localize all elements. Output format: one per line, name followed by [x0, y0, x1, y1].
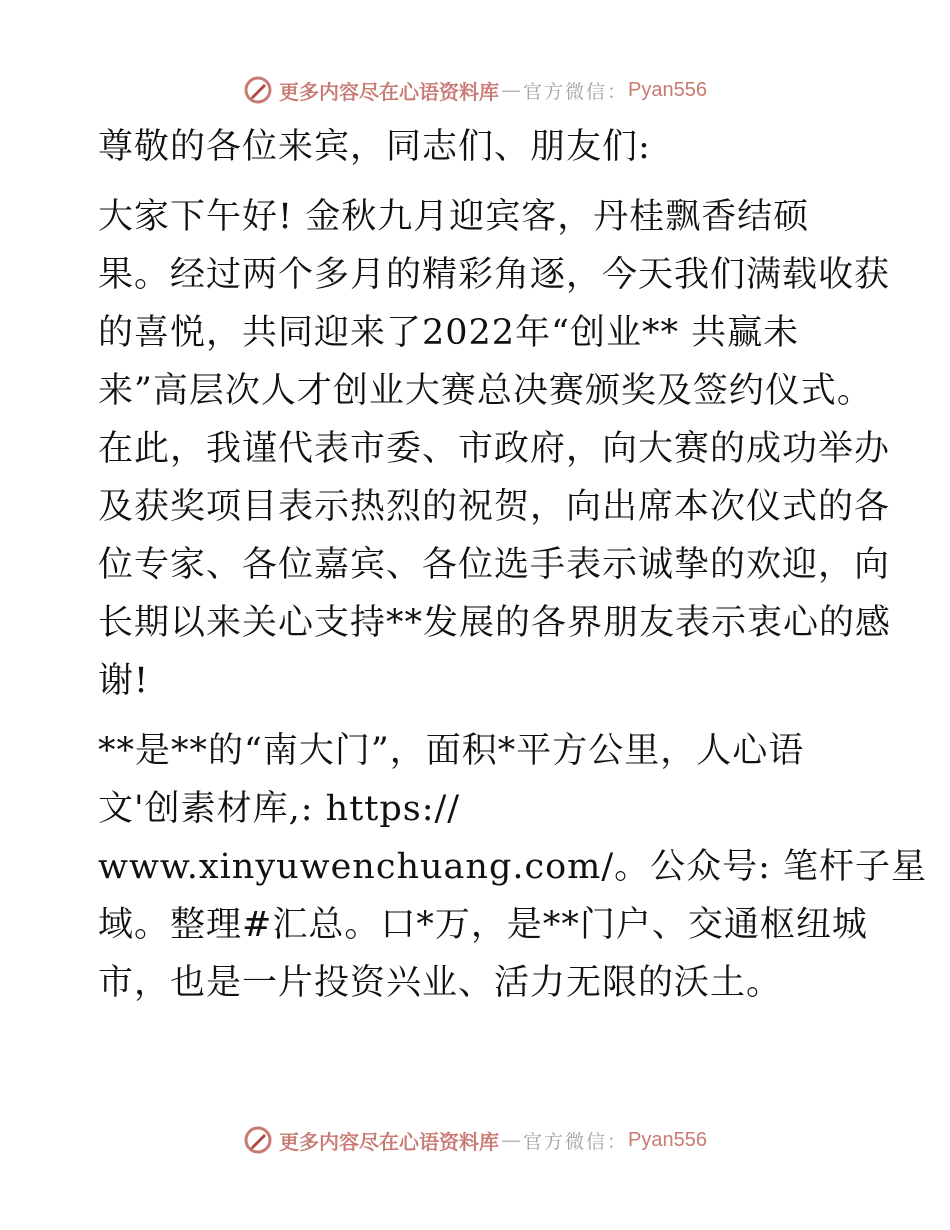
- pen-circle-logo-icon: [243, 1125, 273, 1155]
- pen-circle-logo-icon: [243, 75, 273, 105]
- text-line: www.xinyuwenchuang.com/。公众号: 笔杆子星: [98, 847, 928, 887]
- watermark-site-text: 更多内容尽在心语资料库: [279, 1129, 499, 1154]
- watermark-wechat-id: Pyan556: [628, 1128, 707, 1151]
- text-line: 在此，我谨代表市委、市政府，向大赛的成功举办: [98, 429, 891, 469]
- text-line: 果。经过两个多月的精彩角逐，今天我们满载收获: [98, 255, 891, 295]
- text-line: 谢!: [98, 661, 150, 701]
- watermark-dash: —: [501, 1128, 521, 1152]
- text-line: 位专家、各位嘉宾、各位选手表示诚挚的欢迎，向: [98, 545, 891, 585]
- text-line: 的喜悦，共同迎来了2022年“创业** 共赢未: [98, 313, 800, 353]
- text-line: **是**的“南大门”，面积*平方公里，人心语: [98, 731, 805, 771]
- text-line: 尊敬的各位来宾，同志们、朋友们:: [98, 127, 651, 167]
- text-line: 及获奖项目表示热烈的祝贺，向出席本次仪式的各: [98, 487, 891, 527]
- header-watermark: [0, 70, 950, 110]
- watermark-wechat-id: Pyan556: [628, 78, 707, 101]
- text-line: 市，也是一片投资兴业、活力无限的沃土。: [98, 963, 783, 1003]
- watermark-official-text: 官方微信：: [523, 1130, 629, 1153]
- text-line: 域。整理#汇总。口*万，是**门户、交通枢纽城: [98, 905, 868, 945]
- text-line: 长期以来关心支持**发展的各界朋友表示衷心的感: [98, 603, 892, 643]
- document-body: [98, 118, 928, 1012]
- text-line: 大家下午好! 金秋九月迎宾客，丹桂飘香结硕: [98, 197, 810, 237]
- text-line: 文'创素材库,: https://: [98, 789, 461, 829]
- paragraph-gap: [98, 176, 858, 188]
- watermark-dash: —: [501, 78, 521, 102]
- watermark-official-text: 官方微信：: [523, 80, 629, 103]
- paragraph-gap: [98, 710, 858, 722]
- text-line: 来”高层次人才创业大赛总决赛颁奖及签约仪式。: [98, 371, 873, 411]
- footer-watermark: [0, 1120, 950, 1160]
- watermark-site-text: 更多内容尽在心语资料库: [279, 79, 499, 104]
